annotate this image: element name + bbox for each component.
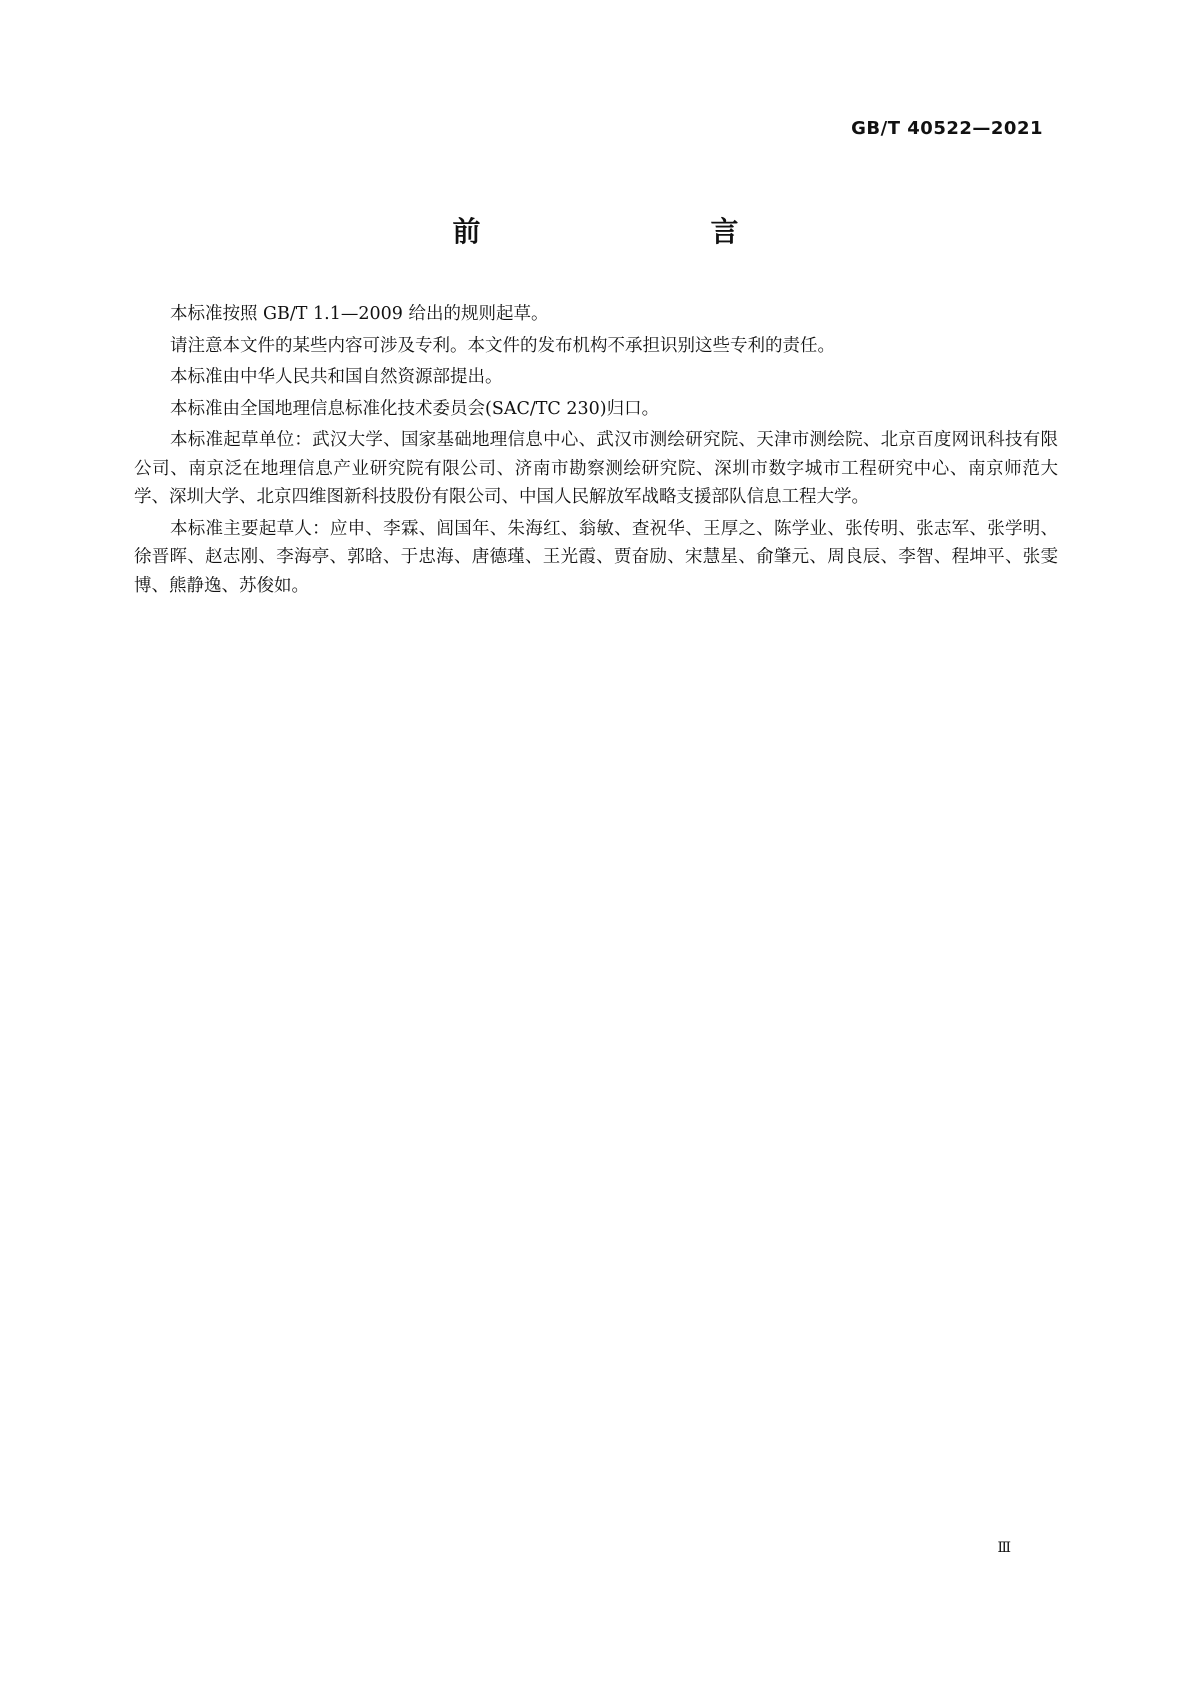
page-number: Ⅲ [997,1540,1011,1556]
foreword-body [134,300,1058,603]
paragraph-drafting-rules: 本标准按照 GB/T 1.1—2009 给出的规则起草。 [170,304,549,324]
paragraph-proposer: 本标准由中华人民共和国自然资源部提出。 [170,367,503,387]
paragraph-centralized-by: 本标准由全国地理信息标准化技术委员会(SAC/TC 230)归口。 [170,398,660,419]
page-title: 前 言 [452,215,797,248]
paragraph-main-drafters: 本标准主要起草人：应申、李霖、闾国年、朱海红、翁敏、查祝华、王厚之、陈学业、张传明、张志军、张学明、徐晋晖、赵志刚、李海亭、郭晗、于忠海、唐德瑾、王光霞、贾奋励、宋慧星、俞肇元、周良辰、李智、程坤平、张雯博、熊静逸、苏俊如。 [134,518,1058,596]
paragraph-patent-notice: 请注意本文件的某些内容可涉及专利。本文件的发布机构不承担识别这些专利的责任。 [170,335,835,356]
standard-code-header: GB/T 40522—2021 [851,118,1043,139]
paragraph-drafting-units: 本标准起草单位：武汉大学、国家基础地理信息中心、武汉市测绘研究院、天津市测绘院、北京百度网讯科技有限公司、南京泛在地理信息产业研究院有限公司、济南市勘察测绘研究院、深圳市数字城市工程研究中心、南京师范大学、深圳大学、北京四维图新科技股份有限公司、中国人民解放军战略支援部队信息工程大学。 [134,430,1058,507]
